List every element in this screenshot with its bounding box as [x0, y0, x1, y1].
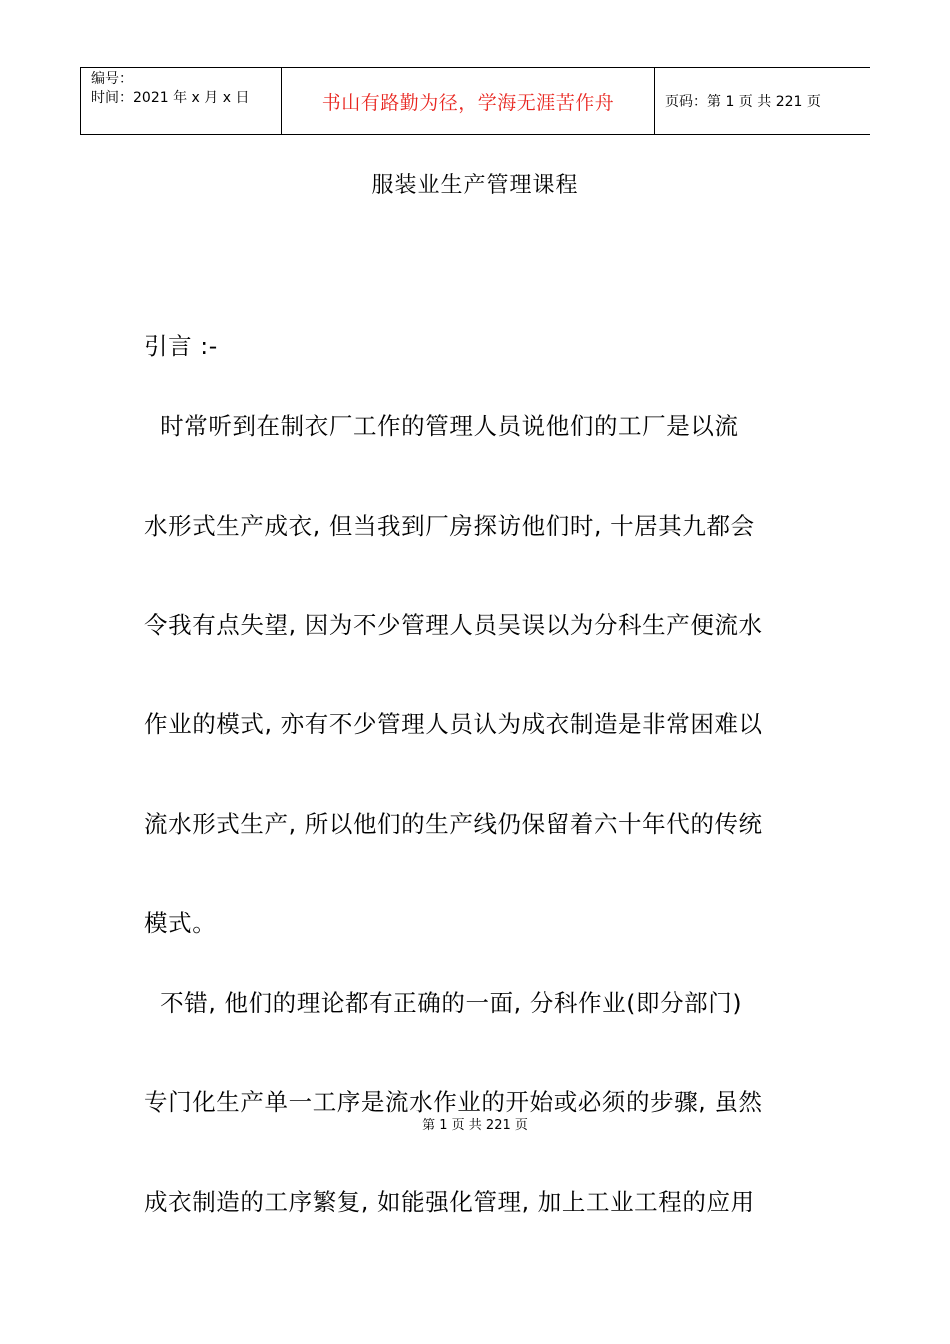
document-title: 服装业生产管理课程 [371, 173, 579, 198]
paragraph-line: 专门化生产单一工序是流水作业的开始或必须的步骤, 虽然 [144, 1088, 763, 1116]
paragraph-line: 引言 :- [144, 332, 218, 360]
paragraph-line: 时常听到在制衣厂工作的管理人员说他们的工厂是以流 [144, 412, 739, 440]
header-meta-cell [81, 68, 282, 134]
paragraph-line: 水形式生产成衣, 但当我到厂房探访他们时, 十居其九都会 [144, 512, 755, 540]
paragraph-line: 作业的模式, 亦有不少管理人员认为成衣制造是非常困难以 [144, 710, 763, 738]
paragraph-line: 令我有点失望, 因为不少管理人员吴误以为分科生产便流水 [144, 611, 763, 639]
paragraph-line: 不错, 他们的理论都有正确的一面, 分科作业(即分部门) [144, 989, 743, 1017]
paragraph-line: 成衣制造的工序繁复, 如能强化管理, 加上工业工程的应用 [144, 1188, 755, 1216]
motto-text: 书山有路勤为径，学海无涯苦作舟 [321, 91, 615, 114]
header-motto-cell [282, 68, 655, 134]
header-page-info: 页码：第 1 页 共 221 页 [665, 94, 821, 110]
header-page-cell [655, 68, 870, 134]
date-label: 时间：2021 年 x 月 x 日 [91, 90, 250, 106]
header-table [80, 67, 870, 135]
footer-page-number: 第 1 页 共 221 页 [422, 1118, 528, 1133]
paragraph-line: 模式。 [144, 909, 217, 937]
serial-number-label: 编号： [91, 71, 133, 87]
paragraph-line: 流水形式生产, 所以他们的生产线仍保留着六十年代的传统 [144, 810, 763, 838]
